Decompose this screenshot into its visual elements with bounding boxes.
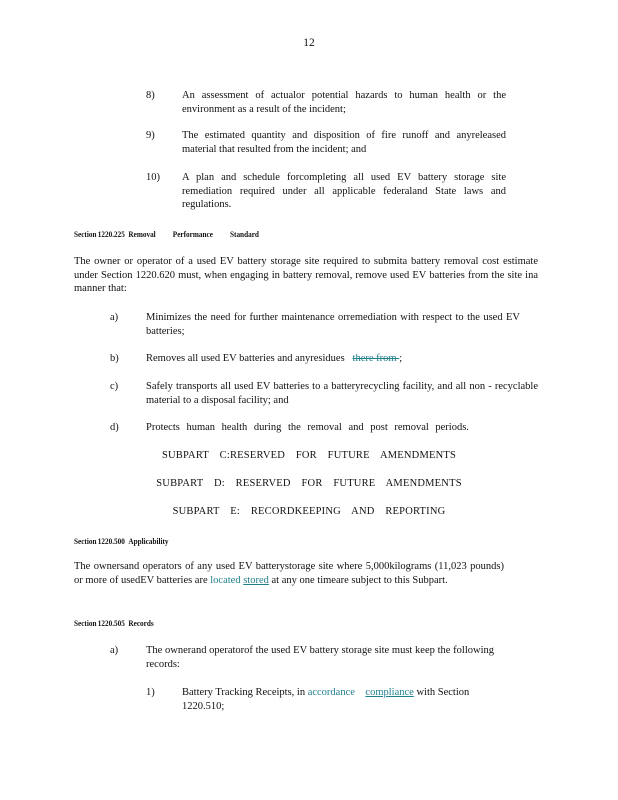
section-title: Records — [128, 618, 154, 628]
item-number: 9) — [146, 130, 155, 141]
section-heading-1220-500 — [74, 535, 169, 549]
item-number: d) — [110, 422, 119, 433]
list-item — [146, 89, 506, 116]
section-title: Applicability — [128, 536, 169, 546]
item-text-main: Removes all used EV batteries and anyresidues — [146, 353, 345, 364]
section-label: Section — [74, 229, 97, 239]
old-text: located — [210, 574, 241, 586]
section-label: Section — [74, 618, 97, 628]
paragraph: The owner or operator of a used EV battery storage site required to submita battery removal cost estimate under Section 1220.620 must, when engaging in battery removal, remove used EV batteries from the site ina manner that: — [74, 256, 538, 294]
item-text: The ownerand operatorof the used EV battery storage site must keep the following records: — [146, 645, 494, 670]
section-heading-1220-225 — [74, 228, 259, 242]
item-text — [182, 686, 496, 713]
list-item — [110, 380, 538, 407]
item-text: The estimated quantity and disposition of fire runoff and anyreleased material that resulted from the incident; and — [182, 130, 506, 155]
subpart-heading: SUBPART C:RESERVED FOR FUTURE AMENDMENTS — [161, 450, 457, 461]
item-text: Minimizes the need for further maintenance orremediation with respect to the used EV batteries; — [146, 312, 520, 337]
list-item — [146, 171, 506, 212]
subpart-heading: SUBPART E: RECORDKEEPING AND REPORTING — [172, 506, 446, 517]
subpart-heading: SUBPART D: RESERVED FOR FUTURE AMENDMENTS — [156, 478, 462, 489]
item-number: a) — [110, 645, 119, 656]
section-number: 1220.505 — [97, 618, 125, 628]
section-title: Removal Performance Standard — [128, 229, 259, 239]
item-text: Safely transports all used EV batteries to a batteryrecycling facility, and all non - recyclable material to a disposal facility; and — [146, 381, 538, 406]
para-text-after: at any one timeare subject to this Subpart. — [268, 574, 448, 586]
item-number: a) — [110, 312, 119, 323]
list-item — [110, 311, 520, 338]
list-item — [146, 129, 506, 156]
old-text: accordance — [307, 687, 355, 698]
section-heading-1220-505 — [74, 617, 154, 631]
section-label: Section — [74, 536, 97, 546]
item-text: Protects human health during the removal and post removal periods. — [146, 422, 469, 433]
item-text-after: with Section 1220.510; — [182, 687, 470, 712]
page-number: 12 — [303, 37, 315, 49]
list-item — [110, 421, 520, 435]
para-text-before: The ownersand operators of any used EV batterystorage site where 5,000kilograms (11,023 pounds) or more of usedEV batteries are — [74, 561, 504, 586]
deleted-text: there from — [352, 353, 400, 364]
paragraph — [74, 560, 504, 587]
section-number: 1220.225 — [97, 229, 125, 239]
item-text — [146, 352, 520, 366]
item-text-tail: ; — [399, 353, 403, 364]
item-number: b) — [110, 353, 119, 364]
item-text: An assessment of actualor potential hazards to human health or the environment as a result of the incident; — [182, 90, 506, 115]
list-item — [146, 686, 496, 713]
inserted-text: stored — [243, 574, 269, 586]
item-text-before: Battery Tracking Receipts, in — [182, 687, 308, 698]
list-item — [110, 644, 494, 671]
item-number: 10) — [146, 172, 160, 183]
item-number: 8) — [146, 90, 155, 101]
section-number: 1220.500 — [97, 536, 125, 546]
item-number: 1) — [146, 687, 155, 698]
item-text: A plan and schedule forcompleting all used EV battery storage site remediation required under all applicable federaland State laws and regulations. — [182, 172, 506, 210]
inserted-text: compliance — [365, 687, 414, 698]
item-number: c) — [110, 381, 119, 392]
list-item — [110, 352, 520, 366]
